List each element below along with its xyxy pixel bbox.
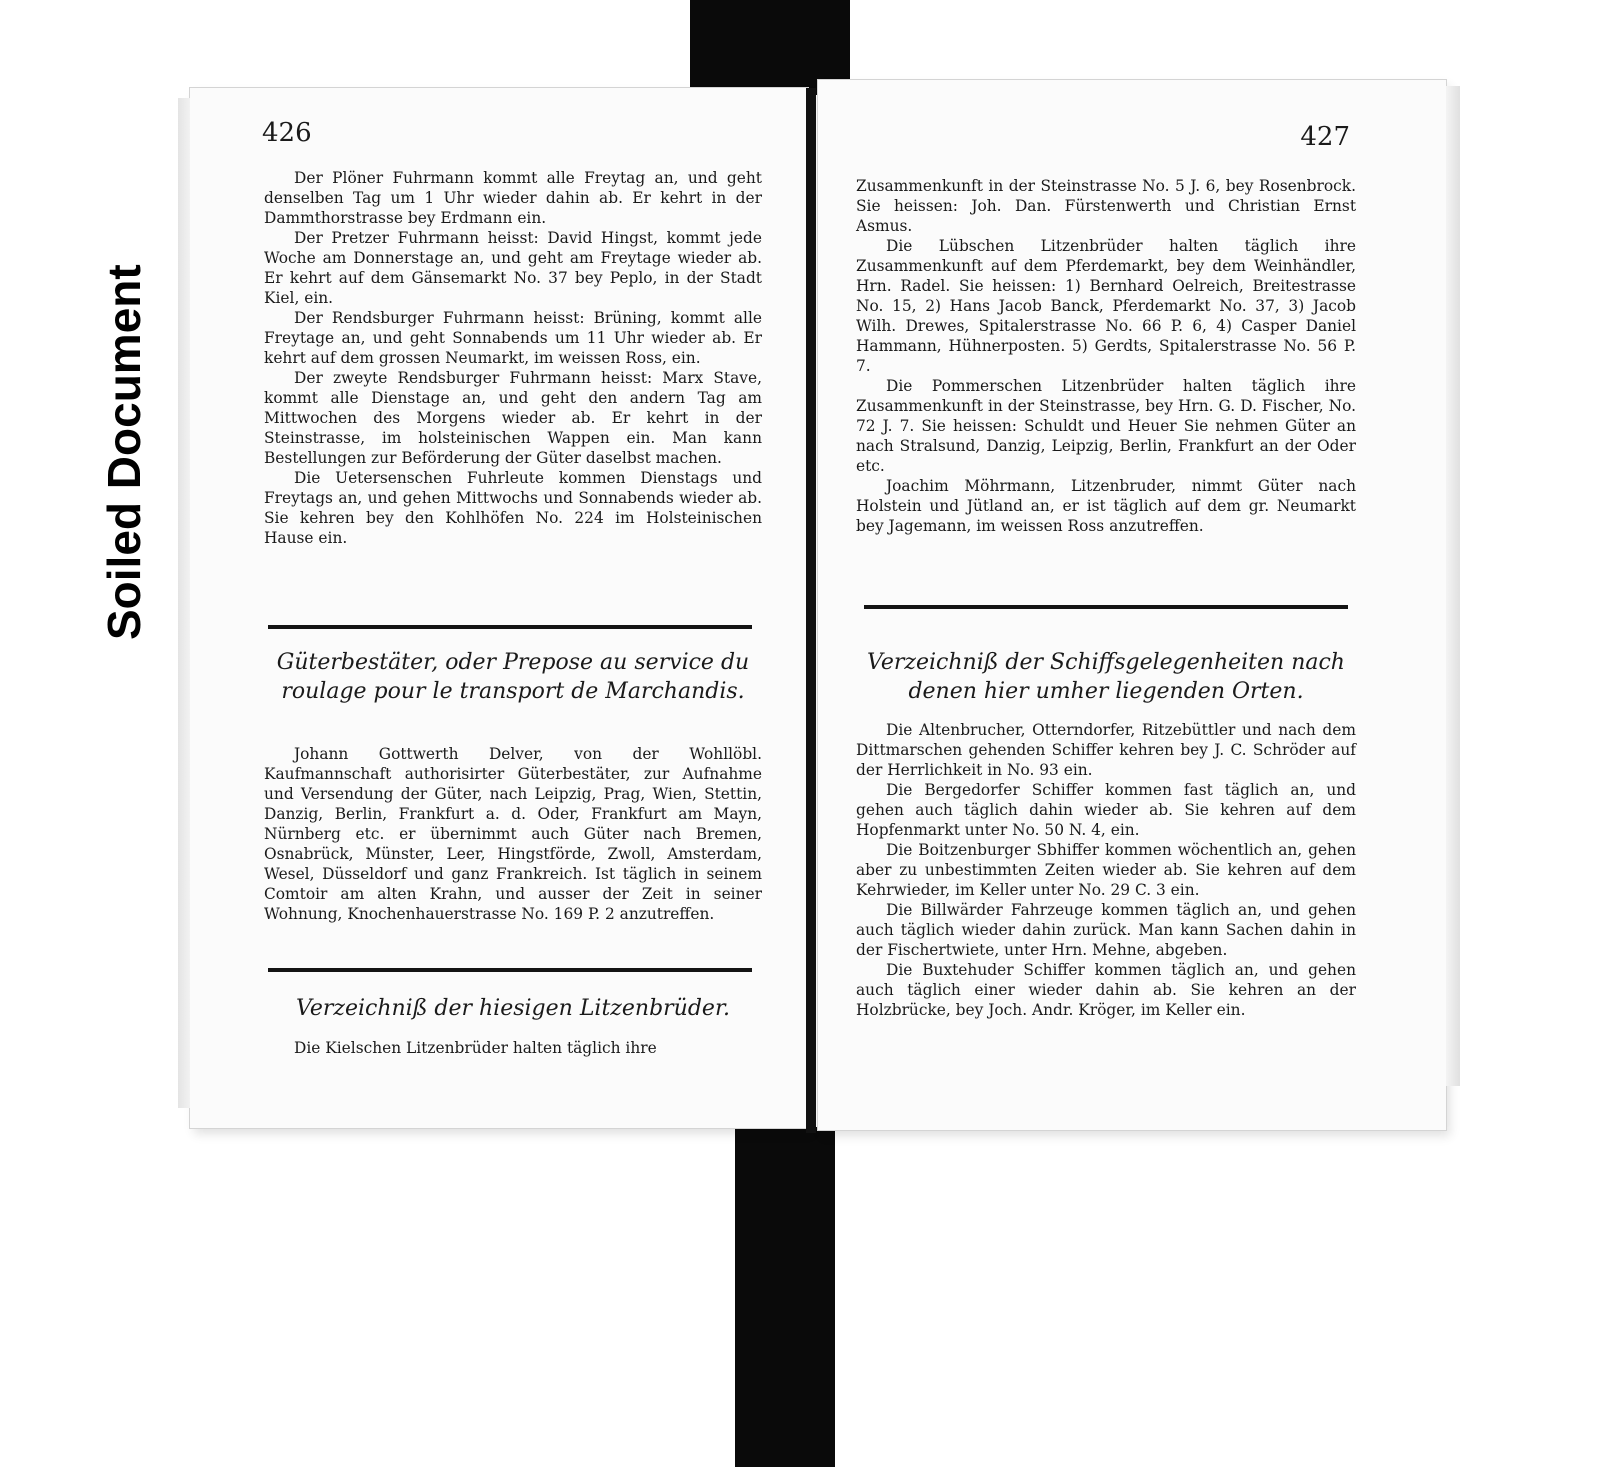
section-rule <box>268 625 752 629</box>
paragraph: Die Billwärder Fahrzeuge kommen täglich an, und gehen auch täglich wieder dahin zurück. Man kann Sachen dahin in der Fischertwiete, unter Hrn. Mehne, abgeben. <box>856 901 1356 959</box>
section-heading: Güterbestäter, oder Prepose au service du roulage pour le transport de Marchandis. <box>276 650 750 704</box>
paragraph: Die Altenbrucher, Otterndorfer, Ritzebüttler und nach dem Dittmarschen gehenden Schiffer kehren bey J. C. Schröder auf der Herrlichkeit in No. 93 ein. <box>856 721 1356 779</box>
paragraph: Die Bergedorfer Schiffer kommen fast täglich an, und gehen auch täglich dahin wieder ab. Sie kehren auf dem Hopfenmarkt unter No. 50 N. 4, ein. <box>856 781 1356 839</box>
paragraph: Der Rendsburger Fuhrmann heisst: Brüning, kommt alle Freytage an, und geht Sonnabends um 11 Uhr wieder ab. Er kehrt auf dem grossen Neumarkt, im weissen Ross, ein. <box>264 309 762 367</box>
section-rule <box>268 968 752 972</box>
section-heading: Verzeichniß der hiesigen Litzenbrüder. <box>295 996 731 1021</box>
section-heading: Verzeichniß der Schiffsgelegenheiten nach denen hier umher liegenden Orten. <box>867 650 1345 704</box>
left-mid-text <box>264 744 762 924</box>
binding-strip-bottom <box>735 1127 835 1467</box>
paragraph: Die Buxtehuder Schiffer kommen täglich an, und gehen auch täglich einer wieder dahin ab. Sie kehren an der Holzbrücke, bey Joch. Andr. Kröger, im Keller ein. <box>856 961 1356 1019</box>
paragraph: Die Boitzenburger Sbhiffer kommen wöchentlich an, gehen aber zu unbestimmten Zeiten wieder ab. Sie kehren auf dem Kehrwieder, im Keller unter No. 29 C. 3 ein. <box>856 841 1356 899</box>
left-top-text <box>264 168 762 548</box>
paragraph: Die Uetersenschen Fuhrleute kommen Dienstags und Freytags an, und gehen Mittwochs und Sonnabends wieder ab. Sie kehren bey den Kohlhöfen No. 224 im Holsteinischen Hause ein. <box>264 469 762 547</box>
left-page <box>190 88 808 1128</box>
section-rule <box>864 605 1348 609</box>
paragraph: Der Pretzer Fuhrmann heisst: David Hingst, kommt jede Woche am Donnerstage an, und geht am Freytage wieder ab. Er kehrt auf dem Gänsemarkt No. 37 bey Peplo, in der Stadt Kiel, ein. <box>264 229 762 307</box>
right-page <box>818 80 1446 1130</box>
paragraph: Johann Gottwerth Delver, von der Wohllöbl. Kaufmannschaft authorisirter Güterbestäter, zur Aufnahme und Versendung der Güter, nach Leipzig, Prag, Wien, Stettin, Danzig, Berlin, Frankfurt a. d. Oder, Frankfurt am Mayn, Nürnberg etc. er übernimmt auch Güter nach Bremen, Osnabrück, Münster, Leer, Hingstförde, Zwoll, Amsterdam, Wesel, Düsseldorf und ganz Frankreich. Ist täglich in seinem Comtoir am alten Krahn, und ausser der Zeit in seiner Wohnung, Knochenhauerstrasse No. 169 P. 2 anzutreffen. <box>264 745 762 923</box>
soiled-document-label <box>100 140 148 640</box>
right-top-text <box>856 176 1356 536</box>
paragraph: Zusammenkunft in der Steinstrasse No. 5 J. 6, bey Rosenbrock. Sie heissen: Joh. Dan. Fürstenwerth und Christian Ernst Asmus. <box>856 177 1356 235</box>
page-number: 427 <box>1300 122 1350 152</box>
side-label-text: Soiled Document <box>98 264 150 640</box>
book-gutter <box>806 88 816 1133</box>
paragraph: Der Plöner Fuhrmann kommt alle Freytag an, und geht denselben Tag um 1 Uhr wieder dahin ab. Er kehrt in der Dammthorstrasse bey Erdmann ein. <box>264 169 762 227</box>
paragraph: Die Pommerschen Litzenbrüder halten täglich ihre Zusammenkunft in der Steinstrasse, bey Hrn. G. D. Fischer, No. 72 J. 7. Sie heissen: Schuldt und Heuer Sie nehmen Güter an nach Stralsund, Danzig, Leipzig, Berlin, Frankfurt an der Oder etc. <box>856 377 1356 475</box>
page-number: 426 <box>262 118 312 148</box>
paragraph: Die Kielschen Litzenbrüder halten täglich ihre <box>294 1039 657 1057</box>
right-bottom-text <box>856 720 1356 1020</box>
paragraph: Die Lübschen Litzenbrüder halten täglich ihre Zusammenkunft auf dem Pferdemarkt, bey dem Weinhändler, Hrn. Radel. Sie heissen: 1) Bernhard Oelreich, Breitestrasse No. 15, 2) Hans Jacob Banck, Pferdemarkt No. 37, 3) Jacob Wilh. Drewes, Spitalerstrasse No. 66 P. 6, 4) Casper Daniel Hammann, Hühnerposten. 5) Gerdts, Spitalerstrasse No. 56 P. 7. <box>856 237 1356 375</box>
paragraph: Joachim Möhrmann, Litzenbruder, nimmt Güter nach Holstein und Jütland an, er ist täglich auf dem gr. Neumarkt bey Jagemann, im weissen Ross anzutreffen. <box>856 477 1356 535</box>
left-bottom-text <box>264 1038 762 1058</box>
paragraph: Der zweyte Rendsburger Fuhrmann heisst: Marx Stave, kommt alle Dienstage an, und geht den andern Tag am Mittwochen des Morgens wieder ab. Er kehrt in der Steinstrasse, im holsteinischen Wappen ein. Man kann Bestellungen zur Beförderung der Güter daselbst machen. <box>264 369 762 467</box>
